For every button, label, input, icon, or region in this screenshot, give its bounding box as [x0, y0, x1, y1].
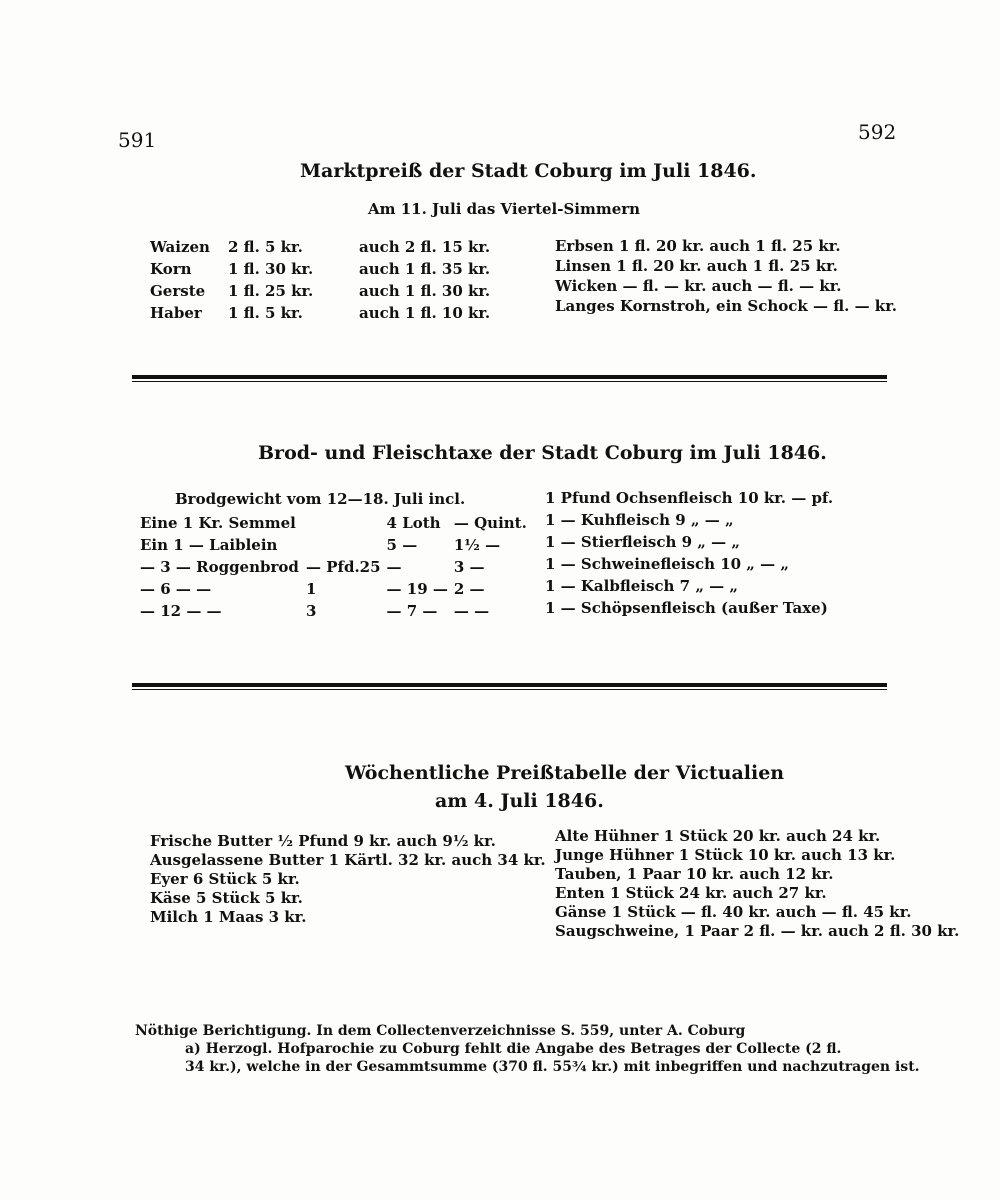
meat-list — [545, 487, 833, 619]
bread-loth: — 7 — — [386, 602, 438, 620]
bread-item: — 3 — Roggenbrod — [140, 558, 299, 576]
price-from: 1 fl. 25 kr. — [228, 282, 314, 300]
grain-name: Korn — [150, 260, 192, 278]
table-row — [140, 556, 533, 578]
grain-name: Haber — [150, 304, 202, 322]
list-item: Wicken — fl. — kr. auch — fl. — kr. — [555, 277, 842, 295]
bread-item: Ein 1 — Laiblein — [140, 536, 278, 554]
table-row — [140, 600, 533, 622]
market-left-table — [150, 236, 496, 324]
list-item: Junge Hühner 1 Stück 10 kr. auch 13 kr. — [555, 846, 896, 864]
brod-table-wrap — [140, 512, 533, 622]
bread-quint: 3 — — [453, 558, 485, 576]
bread-quint: — Quint. — [453, 514, 527, 532]
bread-pfd: — Pfd.25 — [306, 558, 381, 576]
list-item: Alte Hühner 1 Stück 20 kr. auch 24 kr. — [555, 827, 881, 845]
weekly-date: am 4. Juli 1846. — [435, 790, 604, 812]
bread-pfd — [306, 534, 387, 556]
bread-loth: — 19 — — [386, 580, 448, 598]
bread-loth: — — [386, 558, 402, 576]
price-from: 2 fl. 5 kr. — [228, 238, 303, 256]
price-to: auch 2 fl. 15 kr. — [359, 238, 491, 256]
brod-header: Brodgewicht vom 12—18. Juli incl. — [175, 490, 466, 508]
brod-title: Brod- und Fleischtaxe der Stadt Coburg im Juli 1846. — [258, 442, 827, 464]
table-row — [140, 512, 533, 534]
weekly-title: Wöchentliche Preißtabelle der Victualien — [345, 762, 785, 784]
bread-quint: — — — [453, 602, 490, 620]
price-to: auch 1 fl. 10 kr. — [359, 304, 491, 322]
bread-loth: 5 — — [386, 536, 418, 554]
list-item: Käse 5 Stück 5 kr. — [150, 889, 303, 907]
price-to: auch 1 fl. 30 kr. — [359, 282, 491, 300]
list-item: Langes Kornstroh, ein Schock — fl. — kr. — [555, 297, 897, 315]
market-left-list — [150, 236, 496, 324]
page-number-left: 591 — [118, 128, 157, 152]
weekly-right-list — [555, 827, 959, 941]
list-item: Frische Butter ½ Pfund 9 kr. auch 9½ kr. — [150, 832, 496, 850]
grain-name: Gerste — [150, 282, 206, 300]
list-item: 1 — Stierfleisch 9 „ — „ — [545, 533, 740, 551]
correction-line-3: 34 kr.), welche in der Gesammtsumme (370 fl. 55¾ kr.) mit inbegriffen und nachzutragen ist. — [185, 1059, 920, 1075]
market-title: Marktpreiß der Stadt Coburg im Juli 1846. — [300, 160, 757, 182]
section-divider — [132, 375, 887, 382]
list-item: Ausgelassene Butter 1 Kärtl. 32 kr. auch 34 kr. — [150, 851, 546, 869]
table-row — [150, 280, 496, 302]
bread-quint: 2 — — [453, 580, 485, 598]
market-right-list — [555, 236, 897, 316]
list-item: 1 — Kuhfleisch 9 „ — „ — [545, 511, 734, 529]
list-item: Linsen 1 fl. 20 kr. auch 1 fl. 25 kr. — [555, 257, 838, 275]
page-number-right: 592 — [858, 120, 897, 144]
table-row — [150, 236, 496, 258]
bread-item: — 6 — — — [140, 580, 212, 598]
list-item: Enten 1 Stück 24 kr. auch 27 kr. — [555, 884, 827, 902]
price-from: 1 fl. 5 kr. — [228, 304, 303, 322]
bread-quint: 1½ — — [453, 536, 501, 554]
list-item: 1 Pfund Ochsenfleisch 10 kr. — pf. — [545, 489, 834, 507]
bread-pfd: 1 — [306, 580, 317, 598]
table-row — [150, 258, 496, 280]
list-item: Tauben, 1 Paar 10 kr. auch 12 kr. — [555, 865, 834, 883]
bread-pfd: 3 — [306, 602, 317, 620]
table-row — [150, 302, 496, 324]
bread-loth: 4 Loth — [386, 514, 441, 532]
list-item: Milch 1 Maas 3 kr. — [150, 908, 307, 926]
grain-name: Waizen — [150, 238, 210, 256]
market-subtitle: Am 11. Juli das Viertel-Simmern — [368, 200, 641, 218]
price-from: 1 fl. 30 kr. — [228, 260, 314, 278]
weekly-left-list — [150, 832, 546, 927]
bread-pfd — [306, 512, 387, 534]
list-item: Eyer 6 Stück 5 kr. — [150, 870, 300, 888]
list-item: Gänse 1 Stück — fl. 40 kr. auch — fl. 45 kr. — [555, 903, 912, 921]
list-item: 1 — Kalbfleisch 7 „ — „ — [545, 577, 739, 595]
correction-line-2: a) Herzogl. Hofparochie zu Coburg fehlt die Angabe des Betrages der Collecte (2 fl. — [185, 1041, 842, 1057]
bread-item: Eine 1 Kr. Semmel — [140, 514, 296, 532]
table-row — [140, 578, 533, 600]
section-divider — [132, 683, 887, 690]
list-item: 1 — Schweinefleisch 10 „ — „ — [545, 555, 790, 573]
correction-line-1: Nöthige Berichtigung. In dem Collectenverzeichnisse S. 559, unter A. Coburg — [135, 1023, 746, 1039]
list-item: Erbsen 1 fl. 20 kr. auch 1 fl. 25 kr. — [555, 237, 841, 255]
bread-item: — 12 — — — [140, 602, 222, 620]
table-row — [140, 534, 533, 556]
list-item: 1 — Schöpsenfleisch (außer Taxe) — [545, 599, 828, 617]
list-item: Saugschweine, 1 Paar 2 fl. — kr. auch 2 fl. 30 kr. — [555, 922, 960, 940]
brod-table — [140, 512, 533, 622]
price-to: auch 1 fl. 35 kr. — [359, 260, 491, 278]
